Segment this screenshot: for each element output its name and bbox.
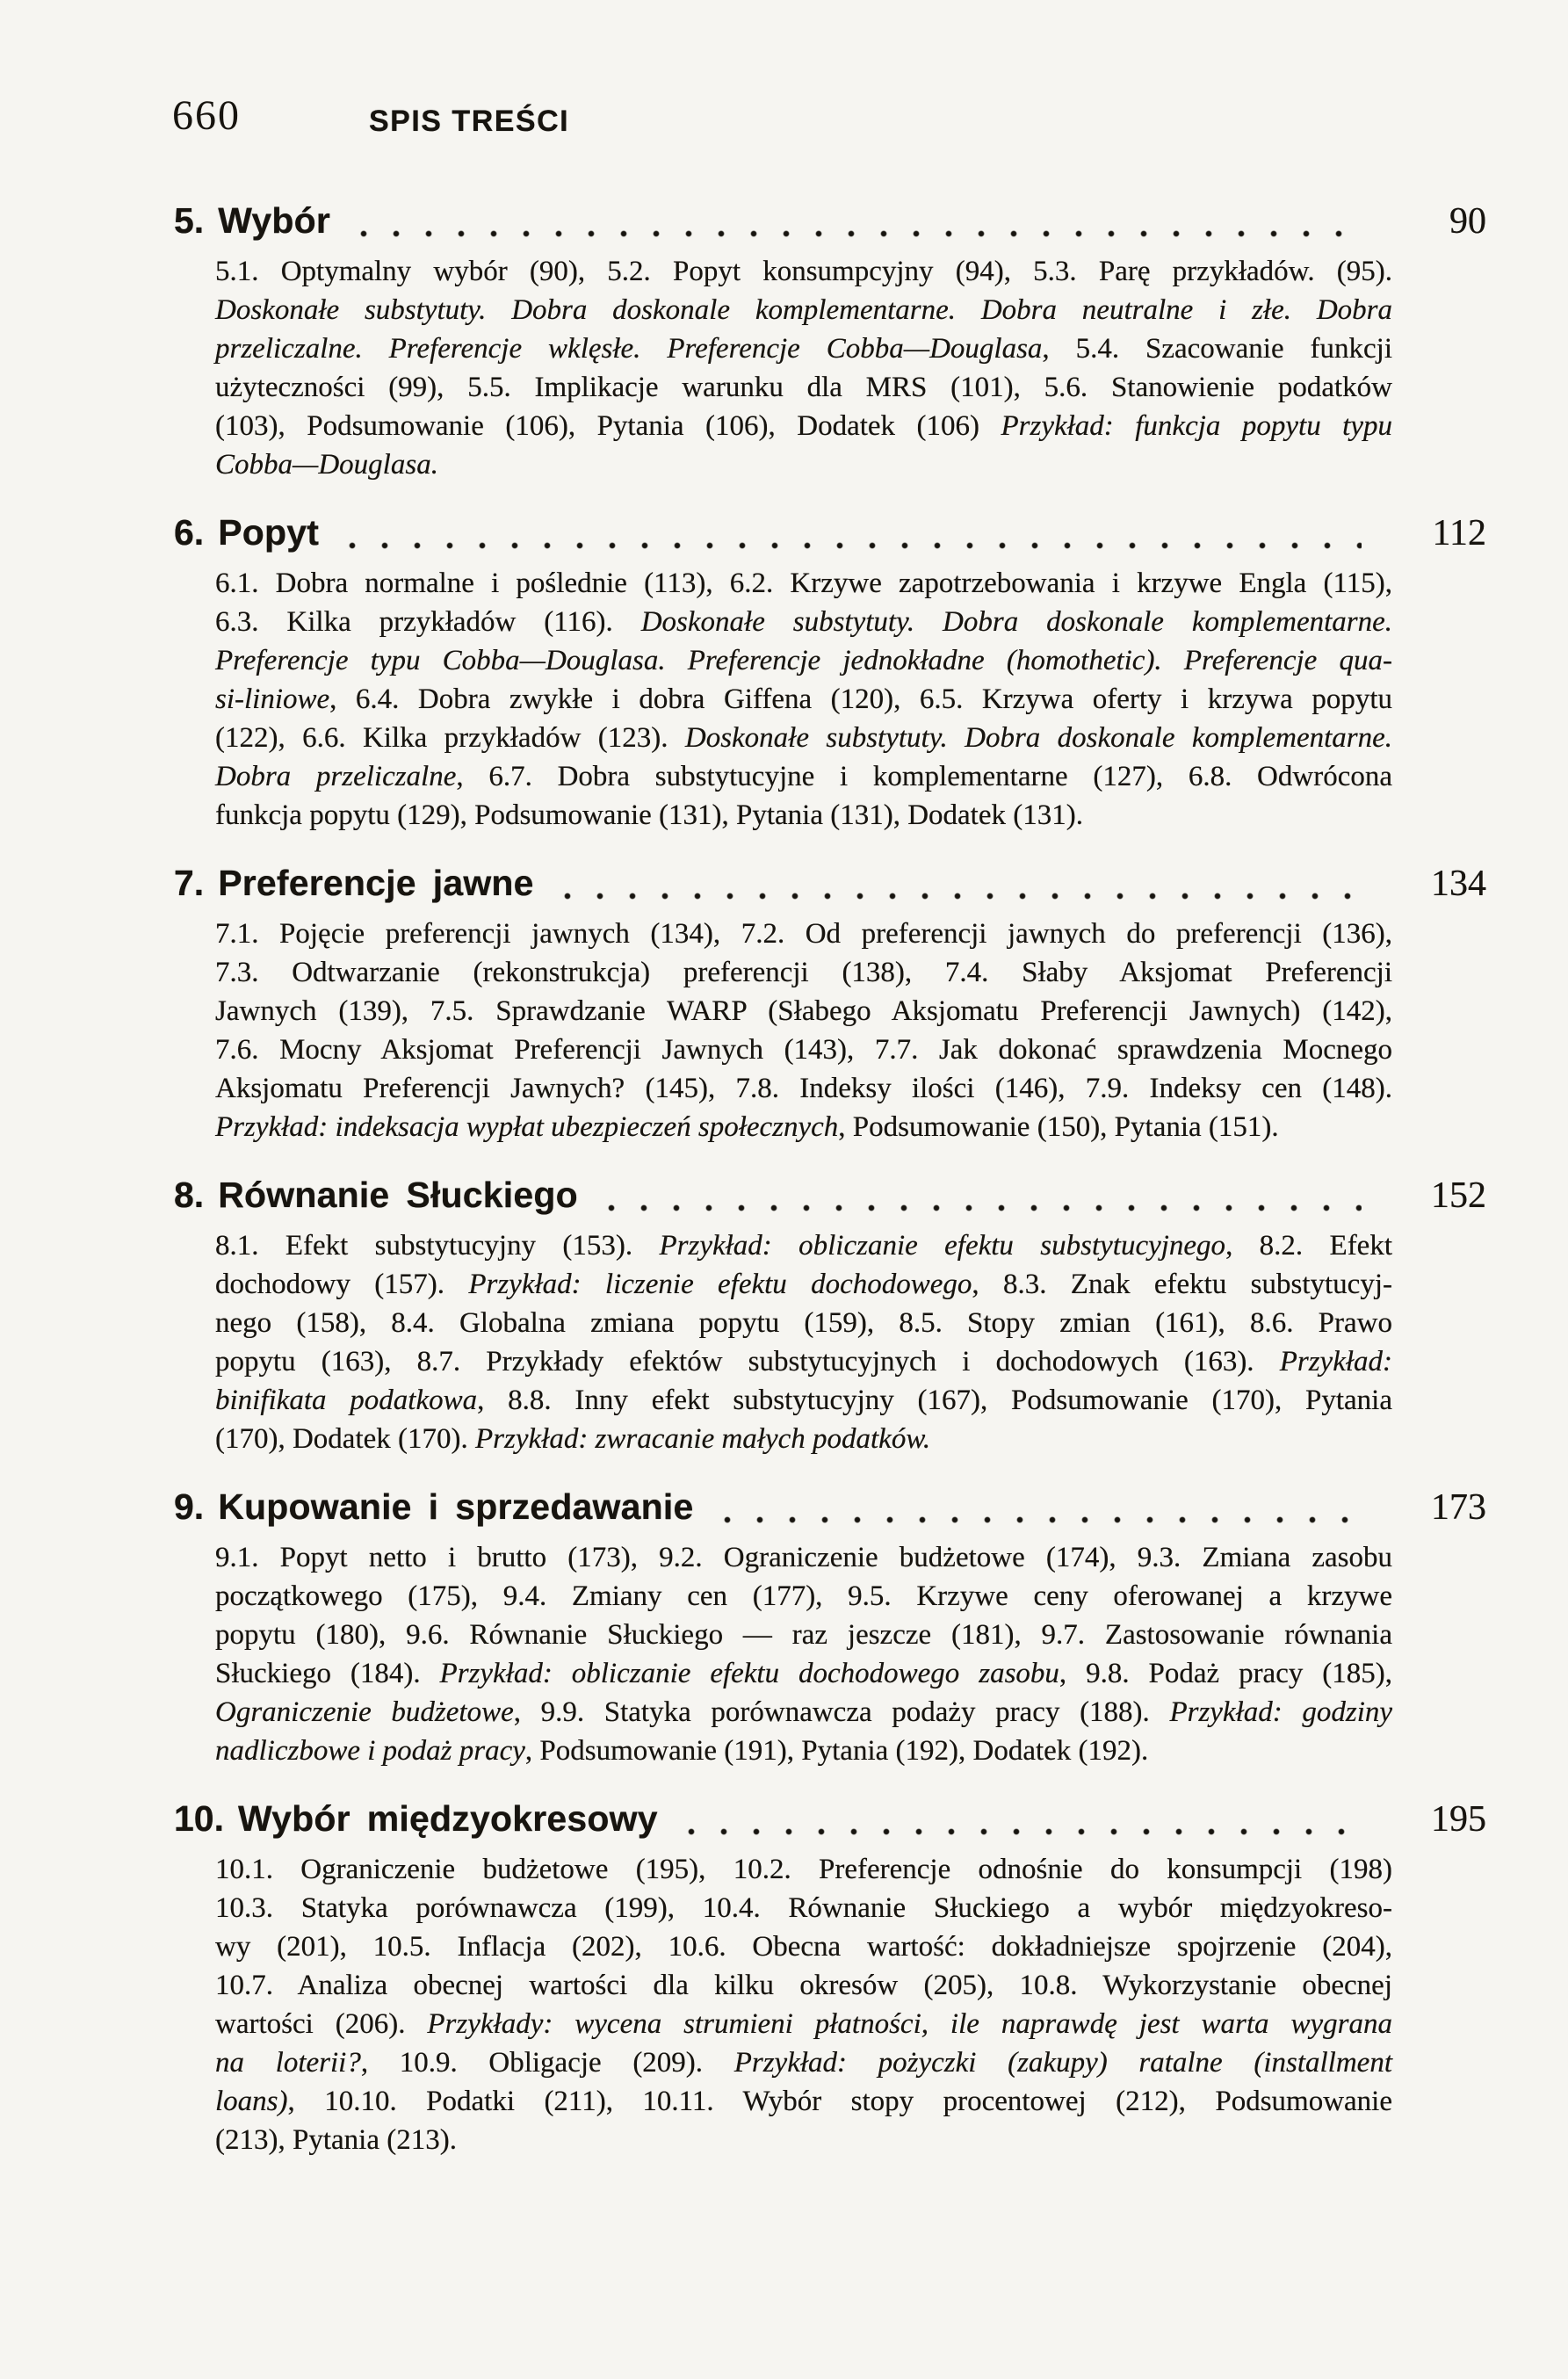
text-run: Preferencje typu Cobba—Douglasa. Preferencje jednokładne (homothetic). Preferencje qua-: [215, 645, 1392, 676]
section-title: Preferencje jawne: [218, 863, 534, 903]
body-line: [215, 1304, 1392, 1342]
text-run: Doskonałe substytuty. Dobra doskonale komplementarne.: [640, 606, 1392, 638]
text-run: na loterii?: [215, 2047, 361, 2079]
body-line: [215, 1616, 1392, 1654]
section-body: [215, 564, 1392, 835]
text-run: , 8.8. Inny efekt substytucyjny (167), Podsumowanie (170), Pytania: [477, 1385, 1392, 1416]
text-run: , 6.4. Dobra zwykłe i dobra Giffena (120), 6.5. Krzywa oferty i krzywa popytu: [329, 683, 1392, 715]
text-run: 7.3. Odtwarzanie (rekonstrukcja) preferencji (138), 7.4. Słaby Aksjomat Preferencji: [215, 957, 1392, 988]
body-line: [215, 1927, 1392, 1966]
text-run: początkowego (175), 9.4. Zmiany cen (177), 9.5. Krzywe ceny oferowanej a krzywe: [215, 1580, 1392, 1612]
body-line: [215, 407, 1392, 445]
text-run: 7.6. Mocny Aksjomat Preferencji Jawnych (143), 7.7. Jak dokonać sprawdzenia Mocnego: [215, 1034, 1392, 1066]
body-line: [215, 1850, 1392, 1889]
section-heading: [174, 510, 1486, 555]
dot-leader: [608, 1173, 1362, 1218]
dot-leader: [688, 1797, 1362, 1841]
text-run: Przykłady: wycena strumieni płatności, ile naprawdę jest warta wygrana: [427, 2008, 1392, 2040]
body-line: [215, 1654, 1392, 1693]
section-heading: [174, 1173, 1486, 1218]
text-run: Doskonałe substytuty. Dobra doskonale komplementarne.: [684, 722, 1392, 754]
body-line: [215, 329, 1392, 368]
toc-section: [174, 1485, 1486, 1770]
body-line: [215, 1108, 1392, 1146]
body-line: [215, 2005, 1392, 2043]
section-heading: [174, 861, 1486, 906]
body-line: [215, 1226, 1392, 1265]
section-number: 7.: [174, 863, 205, 903]
body-line: [215, 1069, 1392, 1108]
text-run: , 8.2. Efekt: [1225, 1230, 1392, 1262]
text-run: funkcja popytu (129), Podsumowanie (131), Pytania (131), Dodatek (131).: [215, 799, 1083, 831]
text-run: Aksjomatu Preferencji Jawnych? (145), 7.8. Indeksy ilości (146), 7.9. Indeksy cen (148).: [215, 1073, 1392, 1104]
section-number: 8.: [174, 1175, 205, 1215]
section-page-number: 112: [1432, 513, 1486, 553]
text-run: Ograniczenie budżetowe: [215, 1696, 514, 1728]
text-run: Przykład: obliczanie efektu dochodowego zasobu: [439, 1658, 1059, 1689]
body-line: [215, 445, 1392, 484]
body-line: [215, 1030, 1392, 1069]
text-run: Przykład: funkcja popytu typu: [1001, 410, 1392, 442]
text-run: si-liniowe: [215, 683, 330, 715]
section-body: [215, 1538, 1392, 1770]
text-run: 10.1. Ograniczenie budżetowe (195), 10.2. Preferencje odnośnie do konsumpcji (198): [215, 1854, 1392, 1885]
body-line: [215, 1889, 1392, 1927]
body-line: [215, 757, 1392, 796]
text-run: , 10.9. Obligacje (209).: [360, 2047, 734, 2079]
toc-section: [174, 199, 1486, 484]
toc: [174, 199, 1486, 2159]
text-run: , 6.7. Dobra substytucyjne i komplementarne (127), 6.8. Odwrócona: [456, 761, 1392, 792]
text-run: nego (158), 8.4. Globalna zmiana popytu (159), 8.5. Stopy zmian (161), 8.6. Prawo: [215, 1307, 1392, 1339]
body-line: [215, 915, 1392, 953]
text-run: nadliczbowe i podaż pracy: [215, 1735, 525, 1767]
text-run: wartości (206).: [215, 2008, 428, 2040]
section-body: [215, 1226, 1392, 1458]
dot-leader: [564, 861, 1362, 906]
text-run: 7.1. Pojęcie preferencji jawnych (134), 7.2. Od preferencji jawnych do preferencji (136),: [215, 918, 1392, 950]
toc-section: [174, 510, 1486, 835]
text-run: 9.1. Popyt netto i brutto (173), 9.2. Ograniczenie budżetowe (174), 9.3. Zmiana zasobu: [215, 1542, 1392, 1573]
body-line: [215, 719, 1392, 757]
text-run: Przykład: godziny: [1169, 1696, 1393, 1728]
text-run: Jawnych (139), 7.5. Sprawdzanie WARP (Słabego Aksjomatu Preferencji Jawnych) (142),: [215, 995, 1392, 1027]
text-run: popytu (180), 9.6. Równanie Słuckiego — raz jeszcze (181), 9.7. Zastosowanie równania: [215, 1619, 1392, 1651]
text-run: , 5.4. Szacowanie funkcji: [1042, 333, 1392, 365]
section-number: 9.: [174, 1486, 205, 1527]
body-line: [215, 796, 1392, 835]
section-number: 5.: [174, 200, 205, 241]
section-page-number: 173: [1431, 1487, 1486, 1528]
body-line: [215, 564, 1392, 603]
body-line: [215, 2082, 1392, 2121]
text-run: , 9.8. Podaż pracy (185),: [1059, 1658, 1392, 1689]
section-body: [215, 1850, 1392, 2159]
toc-section: [174, 1173, 1486, 1458]
body-line: [215, 953, 1392, 992]
text-run: wy (201), 10.5. Inflacja (202), 10.6. Obecna wartość: dokładniejsze spojrzenie (204),: [215, 1931, 1392, 1963]
folio-page-number: 660: [172, 92, 241, 139]
text-run: 8.1. Efekt substytucyjny (153).: [215, 1230, 660, 1262]
text-run: (170), Dodatek (170).: [215, 1423, 476, 1455]
text-run: Dobra przeliczalne: [215, 761, 457, 792]
text-run: Przykład: indeksacja wypłat ubezpieczeń społecznych: [215, 1111, 839, 1143]
running-title: SPIS TREŚCI: [369, 105, 570, 138]
text-run: 6.3. Kilka przykładów (116).: [215, 606, 641, 638]
text-run: 6.1. Dobra normalne i poślednie (113), 6.2. Krzywe zapotrzebowania i krzywe Engla (115),: [215, 568, 1392, 599]
section-heading: [174, 1797, 1486, 1841]
text-run: , 8.3. Znak efektu substytucyj-: [972, 1269, 1392, 1300]
text-run: (122), 6.6. Kilka przykładów (123).: [215, 722, 685, 754]
section-title: Wybór: [218, 200, 331, 241]
body-line: [215, 641, 1392, 680]
dot-leader: [360, 199, 1362, 243]
section-title: Równanie Słuckiego: [218, 1175, 578, 1215]
body-line: [215, 680, 1392, 719]
text-run: Przykład: pożyczki (zakupy) ratalne (installment: [733, 2047, 1392, 2079]
text-run: dochodowy (157).: [215, 1269, 469, 1300]
text-run: przeliczalne. Preferencje wklęsłe. Preferencje Cobba—Douglasa: [215, 333, 1043, 365]
text-run: 5.1. Optymalny wybór (90), 5.2. Popyt konsumpcyjny (94), 5.3. Parę przykładów. (95).: [215, 256, 1392, 287]
section-page-number: 195: [1431, 1799, 1486, 1840]
text-run: , 10.10. Podatki (211), 10.11. Wybór stopy procentowej (212), Podsumowanie: [287, 2086, 1392, 2117]
body-line: [215, 1265, 1392, 1304]
text-run: popytu (163), 8.7. Przykłady efektów substytucyjnych i dochodowych (163).: [215, 1346, 1280, 1378]
text-run: Cobba—Douglasa.: [215, 449, 438, 481]
text-run: Przykład:: [1279, 1346, 1392, 1378]
text-run: , 9.9. Statyka porównawcza podaży pracy (188).: [513, 1696, 1170, 1728]
section-number: 6.: [174, 512, 205, 553]
section-title: Wybór międzyokresowy: [238, 1798, 658, 1839]
body-line: [215, 1381, 1392, 1420]
body-line: [215, 603, 1392, 641]
section-title: Kupowanie i sprzedawanie: [218, 1486, 694, 1527]
text-run: Przykład: liczenie efektu dochodowego: [468, 1269, 972, 1300]
text-run: Słuckiego (184).: [215, 1658, 440, 1689]
body-line: [215, 992, 1392, 1030]
text-run: Doskonałe substytuty. Dobra doskonale komplementarne. Dobra neutralne i złe. Dobra: [215, 294, 1392, 326]
body-line: [215, 2043, 1392, 2082]
body-line: [215, 1342, 1392, 1381]
text-run: binifikata podatkowa: [215, 1385, 478, 1416]
text-run: (103), Podsumowanie (106), Pytania (106), Dodatek (106): [215, 410, 1001, 442]
body-line: [215, 1693, 1392, 1732]
section-heading: [174, 199, 1486, 243]
text-run: użyteczności (99), 5.5. Implikacje warunku dla MRS (101), 5.6. Stanowienie podatków: [215, 372, 1392, 403]
body-line: [215, 1538, 1392, 1577]
section-page-number: 90: [1449, 201, 1486, 242]
section-page-number: 134: [1431, 864, 1486, 904]
text-run: Przykład: obliczanie efektu substytucyjnego: [659, 1230, 1226, 1262]
body-line: [215, 291, 1392, 329]
section-page-number: 152: [1431, 1175, 1486, 1216]
section-body: [215, 915, 1392, 1146]
body-line: [215, 252, 1392, 291]
section-heading: [174, 1485, 1486, 1529]
dot-leader: [724, 1485, 1362, 1529]
text-run: Przykład: zwracanie małych podatków.: [475, 1423, 931, 1455]
body-line: [215, 1577, 1392, 1616]
body-line: [215, 2121, 1392, 2159]
text-run: , Podsumowanie (191), Pytania (192), Dodatek (192).: [524, 1735, 1149, 1767]
text-run: (213), Pytania (213).: [215, 2124, 457, 2156]
body-line: [215, 368, 1392, 407]
dot-leader: [349, 510, 1362, 555]
text-run: loans): [215, 2086, 288, 2117]
text-run: 10.3. Statyka porównawcza (199), 10.4. Równanie Słuckiego a wybór międzyokreso-: [215, 1892, 1392, 1924]
toc-section: [174, 1797, 1486, 2159]
section-number: 10.: [174, 1798, 224, 1839]
section-body: [215, 252, 1392, 484]
body-line: [215, 1966, 1392, 2005]
section-title: Popyt: [218, 512, 320, 553]
body-line: [215, 1420, 1392, 1458]
toc-section: [174, 861, 1486, 1146]
body-line: [215, 1732, 1392, 1770]
text-run: , Podsumowanie (150), Pytania (151).: [838, 1111, 1279, 1143]
text-run: 10.7. Analiza obecnej wartości dla kilku okresów (205), 10.8. Wykorzystanie obecnej: [215, 1970, 1392, 2001]
